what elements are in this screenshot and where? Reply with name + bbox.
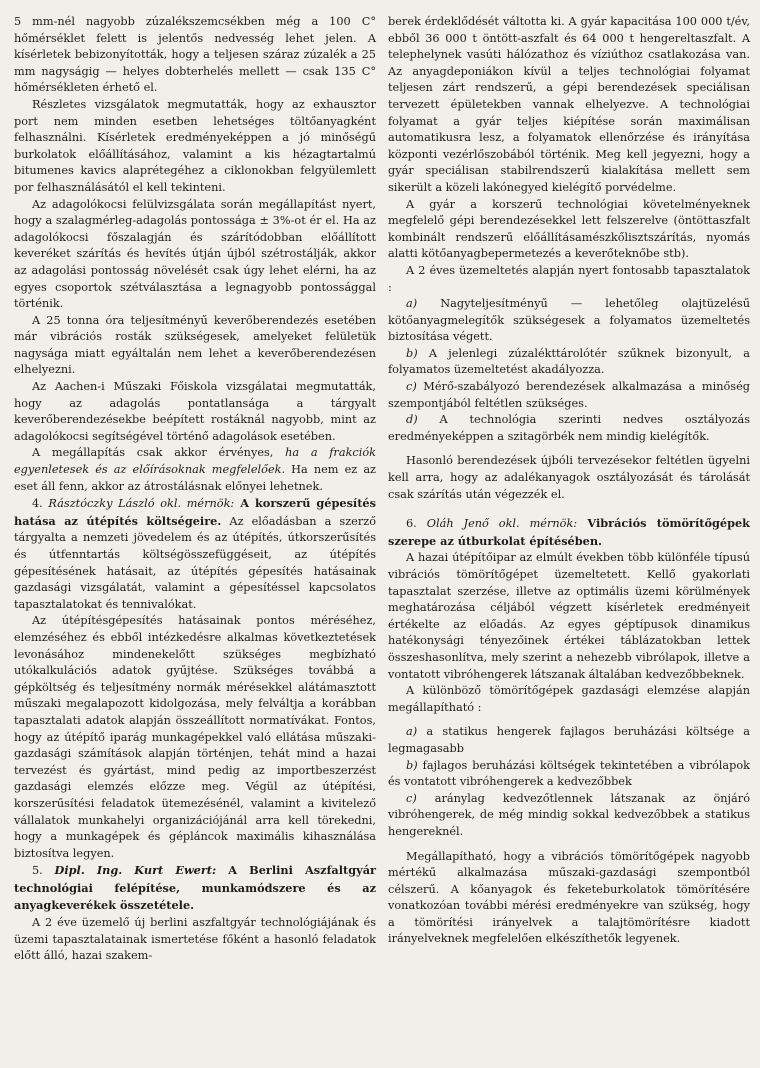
paragraph: Megállapítható, hogy a vibrációs tömörítőgépek nagyobb mértékű alkalmazása műszaki-gazdasági szempontból célszerű. A kőanyagok és feketeburkolatok tömörítésére vonatkozóan további mérési eredményekre van szükség, hogy a tömörítési irányelvek a talajtömörítésre kiadott irányelveknek megfelelően elkészíthetők legyenek.: [388, 849, 750, 946]
section-number: 4.: [32, 497, 49, 511]
paragraph: A gyár a korszerű technológiai követelményeknek megfelelő gépi berendezésekkel lett felszerelve (öntöttaszfalt kombinált rendszerű előállításamészkőlisztszárítás, nyomás alatti kötőanyagbepermetezés a keverőteknőbe stb).: [388, 197, 750, 261]
list-text: fajlagos beruházási költségek tekintetében a vibrólapok és vontatott vibróhengerek a kedvezőbbek: [388, 758, 750, 789]
paragraph: Részletes vizsgálatok megmutatták, hogy az exhausztor port nem minden esetben lehetséges töltőanyagként felhasználni. Kísérletek eredményeképpen a jó minőségű burkolatok előállításához, valamint a kis hézagtartalmú bitumenes kavics alaprétegéhez a ciklonokban felgyülemlett por felhasználásától el kell tekinteni.: [14, 97, 376, 194]
paragraph: Az útépítésgépesítés hatásainak pontos méréséhez, elemzéséhez és ebből intézkedésre alkalmas következtetések levonásához mindenekelőtt szükséges megbízható utókalkulációs adatok gyűjtése. Szükséges továbbá a gépköltség és teljesítmény normák mérésekkel alátámasztott műszaki megalapozott kidolgozása, mely felváltja a korábban tapasztalati adatok alapján összeállított normatívákat. Fontos, hogy az útépítő iparág munkagépekkel való ellátása műszaki-gazdasági számítások alapján történjen, tehát mind a hazai tervezést és gyártást, mind pedig az importbeszerzést gazdasági elemzés előzze meg. Végül az útépítési, korszerűsítési feladatok ütemezésénél, valamint a kivitelező vállalatok munkahelyi organizációjánál arra kell törekedni, hogy a munkagépek és gépláncok maximális kihasználása biztosítva legyen.: [14, 614, 376, 860]
paragraph-text: Ha nem ez az eset áll fenn, akkor az átrostálásnak előnyei lehetnek.: [14, 463, 377, 493]
list-marker: a): [406, 725, 418, 739]
paragraph: A különböző tömörítőgépek gazdasági elemzése alapján megállapítható :: [388, 684, 750, 714]
list-marker: c): [406, 380, 417, 394]
section-title: A Berlini Aszfaltgyár technológiai felépítése, munkamódszere és az anyagkeverékek összetétele.: [14, 863, 376, 913]
section-6-heading: [388, 515, 750, 550]
list-text: aránylag kedvezőtlennek látszanak az önjáró vibróhengerek, de még mindig sokkal kedvezőbbek a statikus hengereknél.: [388, 791, 750, 838]
section-author: Dipl. Ing. Kurt Ewert:: [54, 863, 217, 878]
section-text: Az előadásban a szerző tárgyalta a nemzeti jövedelem és az útépítés, útkorszerűsítés és útfenntartás költségösszefüggéseit, az útépítés gépesítésének hatásait, az útépítés gépesítés hatásainak gazdasági vizsgálatát, valamint a gépesítéssel kapcsolatos tapasztalatokat és tennivalókat.: [14, 514, 377, 611]
paragraph: Az Aachen-i Műszaki Főiskola vizsgálatai megmutatták, hogy az adagolás pontatlansága a tárgyalt keverőberendezésekbe beépített rostáknál nagyobb, mint az adagolókocsi segítségével történő adagolások esetében.: [14, 380, 376, 443]
list-item: [388, 791, 750, 841]
list-item: [388, 724, 750, 757]
list-text: Nagyteljesítményű — lehetőleg olajtüzelésű kötőanyagmelegítők szükségesek a folyamatos üzemeltetés biztosítása végett.: [388, 297, 750, 344]
paragraph: A 2 éves üzemeltetés alapján nyert fontosabb tapasztalatok :: [388, 263, 750, 294]
list-item: [388, 296, 750, 346]
paragraph: berek érdeklődését váltotta ki. A gyár kapacitása 100 000 t/év, ebből 36 000 t öntött-aszfalt és 64 000 t hengereltaszfalt. A telephelynek vasúti hálózathoz és víziúthoz csatlakozása van. Az anyagdeponiákon kívül a teljes technológiai folyamat teljesen zárt rendszerű, a gépi berendezések speciálisan tervezett épületekben vannak elhelyezve. A technológiai folyamat a gyár teljes kiépítése során maximálisan automatikusra lesz, a folyamatok ellenőrzése és irányítása központi vezérlőszobából történik. Meg kell jegyezni, hogy a gyár speciálisan stabilrendszerű kialakítása mellett sem sikerült a közeli lakónegyed kielégítő porvédelme.: [388, 15, 750, 194]
emphasis-text: ha a frakciók egyenletesek és az előírásoknak megfelelőek.: [14, 446, 376, 477]
paragraph: A 25 tonna óra teljesítményű keverőberendezés esetében már vibrációs rosták szükségesek, amelyeket felületük nagysága miatt egyáltalán nem lehet a keverőberendezésen elhelyezni.: [14, 313, 376, 377]
section-author: Rásztóczky László okl. mérnök:: [48, 497, 235, 511]
list-item: [388, 379, 750, 412]
list-item: [388, 346, 750, 379]
paragraph: A 2 éve üzemelő új berlini aszfaltgyár technológiájának és üzemi tapasztalatainak ismertetése főként a hasonló feladatok előtt álló, hazai szakem-: [14, 916, 376, 963]
list-marker: a): [406, 297, 418, 311]
left-column: [14, 14, 376, 1068]
section-4-heading: [14, 495, 376, 613]
section-5-heading: [14, 862, 376, 915]
list-marker: b): [406, 346, 418, 360]
list-marker: d): [406, 413, 418, 427]
list-text: a statikus hengerek fajlagos beruházási költsége a legmagasabb: [388, 725, 750, 755]
section-title: Vibrációs tömörítőgépek szerepe az útburkolat építésében.: [388, 516, 750, 548]
paragraph: Hasonló berendezések újbóli tervezésekor feltétlen ügyelni kell arra, hogy az adalékanyagok osztályozását és tárolását csak szárítás után végezzék el.: [388, 454, 750, 501]
right-column: [388, 14, 750, 1068]
list-text: A jelenlegi zúzalékttárolótér szűknek bizonyult, a folyamatos üzemeltetést akadályozza.: [388, 346, 750, 377]
section-number: 5.: [32, 864, 55, 878]
list-marker: c): [406, 791, 417, 805]
paragraph: Az adagolókocsi felülvizsgálata során megállapítást nyert, hogy a szalagmérleg-adagolás pontossága ± 3%-ot ér el. Ha az adagolókocsi főszalagján és szárítódobban előállított keveréket szárítás és hevítés útján újból szétrostálják, akkor az adagolási pontosság növelését csak úgy lehet elérni, ha az egyes csoportok szétválasztása a legnagyobb pontossággal történik.: [14, 197, 376, 311]
list-marker: b): [406, 758, 418, 772]
paragraph: A hazai útépítőipar az elmúlt években több különféle típusú vibrációs tömörítőgépet üzemeltetett. Kellő gyakorlati tapasztalat szerzése, illetve az optimális üzemi körülmények meghatározása céljából végzett kísérletek eredményeit értékelte az előadás. Az egyes géptípusok dinamikus hatékonysági tényezőinek értékei táblázatokban lettek összeshasonlítva, mely szerint a nehezebb vibrólapok, illetve a vontatott vibróhengerek látszanak általában kedvezőbbeknek.: [388, 551, 750, 681]
paragraph: 5 mm-nél nagyobb zúzalékszemcsékben még a 100 C° hőmérséklet felett is jelentős nedvesség lehet jelen. A kísérletek bebizonyították, hogy a teljesen száraz zúzalék a 25 mm nagyságig — helyes dobterhelés mellett — csak 135 C° hőmérsékleten érhető el.: [14, 15, 376, 95]
paragraph-text: A megállapítás csak akkor érvényes,: [32, 446, 286, 460]
list-text: Mérő-szabályozó berendezések alkalmazása a minőség szempontjából feltétlen szükséges.: [388, 380, 750, 410]
list-item: [388, 412, 750, 445]
list-text: A technológia szerinti nedves osztályozás eredményeképpen a szitagörbék nem mindig kielégítők.: [388, 413, 750, 443]
section-number: 6.: [406, 517, 427, 531]
paragraph: [14, 445, 376, 495]
section-author: Oláh Jenő okl. mérnök:: [426, 517, 578, 531]
list-item: [388, 758, 750, 791]
section-title: A korszerű gépesítés hatása az útépítés költségeire.: [14, 496, 376, 528]
